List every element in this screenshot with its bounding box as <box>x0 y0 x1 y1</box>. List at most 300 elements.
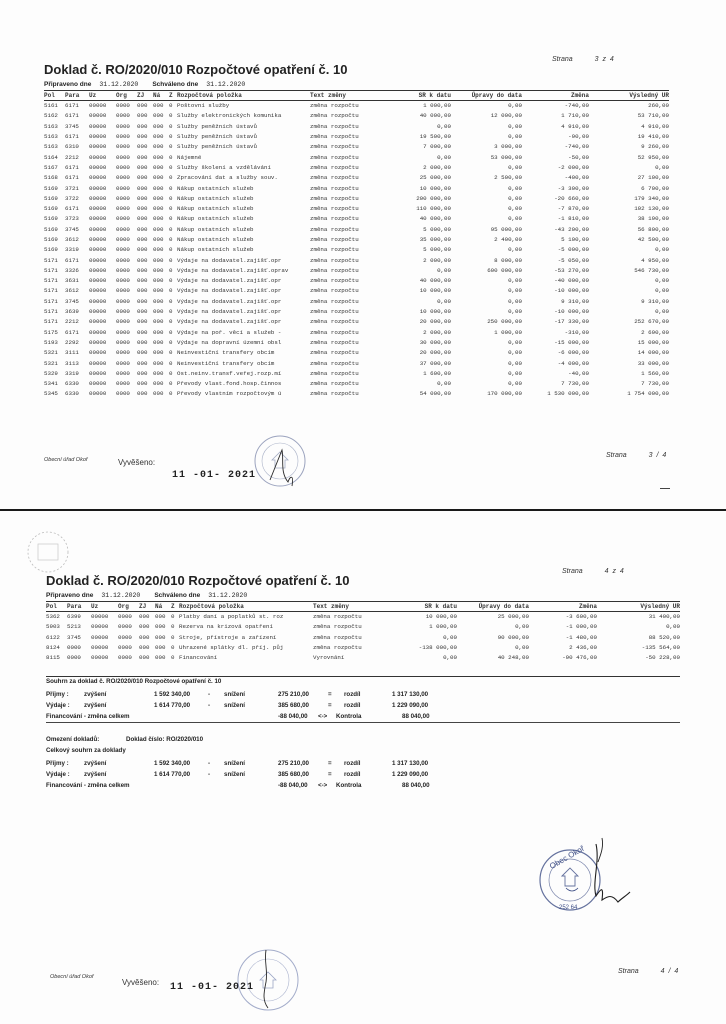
table-cell: změna rozpočtu <box>310 349 359 357</box>
table-cell: 5321 <box>44 359 58 367</box>
approved-label: Schváleno dne <box>154 592 201 599</box>
table-cell: 000 <box>153 112 164 120</box>
approved-date: 31.12.2020 <box>206 81 246 88</box>
table-cell: 000 <box>137 359 148 367</box>
table-cell: 5341 <box>44 380 58 388</box>
prijmy-snizeni-value: 275 210,00 <box>278 691 309 698</box>
table-cell: 0,00 <box>443 633 457 641</box>
column-header: Text změny <box>313 603 385 612</box>
prepared-label: Připraveno dne <box>44 81 92 88</box>
table-cell: 000 <box>137 122 148 130</box>
table-cell: 00000 <box>89 153 107 161</box>
page-number-top <box>562 568 625 575</box>
table-cell: 0000 <box>116 225 130 233</box>
table-cell: 000 <box>137 390 148 398</box>
table-cell: 000 <box>153 225 164 233</box>
document-summary <box>46 678 466 740</box>
table-cell: 000 <box>139 644 150 652</box>
table-cell: změna rozpočtu <box>310 390 359 398</box>
table-cell: 0000 <box>116 287 130 295</box>
table-row <box>44 327 669 337</box>
document-dates <box>46 592 261 599</box>
table-cell: -1 000,00 <box>565 623 597 631</box>
table-cell: 0 <box>169 308 173 316</box>
table-cell: 000 <box>153 174 164 182</box>
table-cell: 0,00 <box>437 266 451 274</box>
table-cell: 0,00 <box>655 308 669 316</box>
table-row <box>44 296 669 306</box>
table-cell: 000 <box>153 246 164 254</box>
table-cell: 0 <box>171 654 175 662</box>
table-cell: 179 340,00 <box>634 194 669 202</box>
table-cell: 260,00 <box>648 102 669 110</box>
table-cell: 20 000,00 <box>419 349 451 357</box>
table-cell: změna rozpočtu <box>310 380 359 388</box>
table-cell: 252 670,00 <box>634 318 669 326</box>
table-cell: -3 600,00 <box>565 613 597 621</box>
table-cell: 000 <box>137 143 148 151</box>
column-header: Úpravy do data <box>457 603 529 612</box>
table-row <box>44 224 669 234</box>
table-cell: změna rozpočtu <box>313 644 362 652</box>
vydaje-snizeni-value: 385 680,00 <box>278 702 309 709</box>
snizeni-label: snížení <box>224 691 245 698</box>
table-cell: 0 <box>169 174 173 182</box>
table-cell: 5171 <box>44 287 58 295</box>
table-cell: 0 <box>171 644 175 652</box>
table-row <box>44 131 669 141</box>
table-cell: 000 <box>137 287 148 295</box>
table-cell: 33 000,00 <box>637 359 669 367</box>
table-cell: 31 400,00 <box>648 613 680 621</box>
page-number-top <box>552 56 615 63</box>
table-cell: 000 <box>137 349 148 357</box>
table-cell: 0,00 <box>443 654 457 662</box>
column-header: ZJ <box>139 603 155 612</box>
table-cell: 0,00 <box>508 184 522 192</box>
table-cell: 0,00 <box>655 163 669 171</box>
table-cell: 1 754 000,00 <box>627 390 669 398</box>
table-cell: 6310 <box>65 143 79 151</box>
table-cell: 000 <box>137 328 148 336</box>
table-cell: 2 690,00 <box>641 328 669 336</box>
table-cell: 0 <box>169 349 173 357</box>
table-row <box>44 306 669 316</box>
page-label: Strana <box>618 968 639 975</box>
table-cell: 000 <box>137 225 148 233</box>
table-cell: 00000 <box>89 297 107 305</box>
vydaje-label: Výdaje : <box>46 771 70 778</box>
table-cell: -5 050,00 <box>557 256 589 264</box>
divider <box>46 676 680 677</box>
document-page-4 <box>0 512 726 1024</box>
table-cell: 3722 <box>65 194 79 202</box>
table-cell: 5 000,00 <box>423 246 451 254</box>
document-dates <box>44 81 259 88</box>
table-row <box>44 265 669 275</box>
table-cell: 3639 <box>65 308 79 316</box>
table-cell: 000 <box>153 359 164 367</box>
table-cell: 0000 <box>116 359 130 367</box>
budget-table <box>46 603 680 663</box>
dash-sign: - <box>208 760 211 767</box>
page-label: Strana <box>606 452 627 459</box>
table-cell: 110 000,00 <box>416 205 451 213</box>
table-cell: 0 <box>169 359 173 367</box>
table-cell: 10 000,00 <box>419 184 451 192</box>
column-header: Pol <box>46 603 67 612</box>
table-row <box>44 173 669 183</box>
table-cell: 2 500,00 <box>494 174 522 182</box>
table-cell: 0,00 <box>508 205 522 213</box>
table-cell: 53 000,00 <box>490 153 522 161</box>
table-cell: 5167 <box>44 163 58 171</box>
table-cell: 5161 <box>44 102 58 110</box>
page-label: Strana <box>552 56 573 63</box>
table-cell: 00000 <box>91 654 109 662</box>
table-cell: změna rozpočtu <box>310 246 359 254</box>
table-cell: 2212 <box>65 318 79 326</box>
prijmy-rozdil-value: 1 317 130,00 <box>392 691 429 698</box>
table-cell: změna rozpočtu <box>310 266 359 274</box>
table-cell: změna rozpočtu <box>313 613 362 621</box>
column-header: Výsledný UR <box>589 92 669 101</box>
table-cell: 000 <box>137 133 148 141</box>
table-cell: 00000 <box>89 163 107 171</box>
table-cell: 0,00 <box>508 297 522 305</box>
table-cell: 3319 <box>65 246 79 254</box>
summary-row-vydaje <box>46 702 466 712</box>
table-cell: změna rozpočtu <box>310 102 359 110</box>
table-cell: 5169 <box>44 205 58 213</box>
table-cell: 00000 <box>89 359 107 367</box>
table-cell: 00000 <box>89 338 107 346</box>
column-header: Text změny <box>310 92 380 101</box>
table-cell: 000 <box>153 194 164 202</box>
column-header: Výsledný UR <box>597 603 680 612</box>
snizeni-label: snížení <box>224 702 245 709</box>
table-cell: 0 <box>169 297 173 305</box>
table-cell: 5169 <box>44 194 58 202</box>
table-cell: 000 <box>155 633 166 641</box>
table-cell: 00000 <box>89 102 107 110</box>
table-cell: 000 <box>137 338 148 346</box>
table-cell: 0000 <box>116 163 130 171</box>
prijmy-label: Příjmy : <box>46 760 69 767</box>
table-cell: změna rozpočtu <box>310 236 359 243</box>
table-cell: 6171 <box>65 205 79 213</box>
table-cell: změna rozpočtu <box>310 338 359 346</box>
table-cell: 3111 <box>65 349 79 357</box>
table-cell: změna rozpočtu <box>310 122 359 130</box>
table-row <box>44 358 669 368</box>
vydaje-snizeni-value: 385 680,00 <box>278 771 309 778</box>
rozdil-label: rozdíl <box>344 691 361 698</box>
table-cell: 00000 <box>89 174 107 182</box>
table-cell: 000 <box>153 266 164 274</box>
table-cell: 000 <box>155 654 166 662</box>
table-cell: 19 500,00 <box>419 133 451 141</box>
table-cell: 000 <box>137 102 148 110</box>
table-cell: 5163 <box>44 122 58 130</box>
table-cell: -40,00 <box>568 369 589 377</box>
page-count: 3 z 4 <box>594 56 615 63</box>
table-cell: 5163 <box>44 133 58 141</box>
table-cell: 2 000,00 <box>423 256 451 264</box>
table-cell: 8 000,00 <box>494 256 522 264</box>
table-cell: 0,00 <box>508 349 522 357</box>
zvyseni-label: zvýšení <box>84 771 107 778</box>
table-cell: 25 000,00 <box>497 613 529 621</box>
table-cell: 5171 <box>44 256 58 264</box>
table-cell: 000 <box>153 318 164 326</box>
table-cell: Převody vlastním rozpočtovým ú <box>177 390 282 398</box>
official-stamp <box>530 832 640 922</box>
table-cell: 0000 <box>118 654 132 662</box>
table-cell: Nákup ostatních služeb <box>177 246 254 254</box>
column-header: Ná <box>153 92 169 101</box>
table-cell: 20 000,00 <box>419 318 451 326</box>
overall-row-prijmy <box>46 760 466 770</box>
table-cell: změna rozpočtu <box>310 256 359 264</box>
table-cell: Výdaje na dopravní územní obsl <box>177 338 282 346</box>
table-cell: 000 <box>137 184 148 192</box>
table-cell: 000 <box>153 256 164 264</box>
table-cell: 000 <box>153 338 164 346</box>
rozdil-label: rozdíl <box>344 771 361 778</box>
table-cell: 000 <box>153 297 164 305</box>
table-cell: 2 436,00 <box>569 644 597 652</box>
table-cell: 0000 <box>116 215 130 223</box>
kontrola-label: Kontrola <box>336 782 362 789</box>
footer-office: Obecní úřad Okoř <box>44 457 88 463</box>
table-cell: 0 <box>169 236 173 243</box>
table-cell: 0000 <box>116 194 130 202</box>
table-cell: 000 <box>137 205 148 213</box>
table-cell: 0000 <box>116 369 130 377</box>
table-cell: 38 190,00 <box>637 215 669 223</box>
table-cell: 56 800,00 <box>637 225 669 233</box>
table-cell: 00000 <box>89 318 107 326</box>
table-cell: 5162 <box>44 112 58 120</box>
table-cell: Poštovní služby <box>177 102 230 110</box>
table-row <box>44 234 669 244</box>
footer-office: Obecní úřad Okoř <box>50 974 94 980</box>
table-cell: 0,00 <box>508 287 522 295</box>
table-row <box>44 101 669 111</box>
prijmy-snizeni-value: 275 210,00 <box>278 760 309 767</box>
divider <box>46 722 680 723</box>
budget-table <box>44 92 669 399</box>
page-number-bottom <box>618 968 679 975</box>
table-cell: 0,00 <box>508 194 522 202</box>
table-cell: 0000 <box>116 112 130 120</box>
table-cell: 7 000,00 <box>423 143 451 151</box>
equals-sign: = <box>328 702 332 709</box>
table-cell: Platby daní a poplatků st. roz <box>179 613 284 621</box>
table-cell: Financování <box>179 654 218 662</box>
table-cell: 0 <box>169 122 173 130</box>
approved-label: Schváleno dne <box>152 81 199 88</box>
table-cell: -1 480,00 <box>565 633 597 641</box>
table-cell: 7 730,00 <box>641 380 669 388</box>
financovani-label: Financování - změna celkem <box>46 782 130 789</box>
page-label: Strana <box>562 568 583 575</box>
table-cell: změna rozpočtu <box>310 143 359 151</box>
table-cell: 000 <box>137 246 148 254</box>
table-row <box>44 286 669 296</box>
vydaje-zvyseni-value: 1 614 770,00 <box>154 702 191 709</box>
table-cell: 0,00 <box>437 122 451 130</box>
table-cell: 000 <box>153 328 164 336</box>
table-cell: 0000 <box>116 390 130 398</box>
table-cell: -138 000,00 <box>418 644 457 652</box>
column-header: SR k datu <box>385 603 457 612</box>
table-cell: 600 000,00 <box>487 266 522 274</box>
table-cell: 12 000,00 <box>490 112 522 120</box>
table-cell: -15 000,00 <box>554 338 589 346</box>
table-cell: 00000 <box>89 380 107 388</box>
table-cell: Výdaje na dodavatel.zajišť.opr <box>177 287 282 295</box>
table-cell: 0,00 <box>437 153 451 161</box>
table-cell: 0000 <box>116 122 130 130</box>
table-row <box>44 121 669 131</box>
table-cell: 170 000,00 <box>487 390 522 398</box>
table-cell: 1 000,00 <box>429 623 457 631</box>
table-cell: 6330 <box>65 380 79 388</box>
table-row <box>44 214 669 224</box>
table-cell: 000 <box>137 277 148 285</box>
prepared-label: Připraveno dne <box>46 592 94 599</box>
dash-sign: - <box>208 702 211 709</box>
table-cell: -53 270,00 <box>554 266 589 274</box>
table-cell: 000 <box>139 654 150 662</box>
table-cell: -6 000,00 <box>557 349 589 357</box>
prijmy-zvyseni-value: 1 592 340,00 <box>154 760 191 767</box>
table-cell: 0000 <box>116 338 130 346</box>
table-cell: 000 <box>153 133 164 141</box>
table-cell: 0,00 <box>655 287 669 295</box>
table-cell: 0 <box>169 369 173 377</box>
table-cell: 00000 <box>89 246 107 254</box>
table-cell: 0,00 <box>508 122 522 130</box>
table-cell: změna rozpočtu <box>310 163 359 171</box>
table-cell: 0000 <box>116 318 130 326</box>
table-cell: 5213 <box>67 623 81 631</box>
financovani-label: Financování - změna celkem <box>46 713 130 720</box>
table-cell: 00000 <box>89 215 107 223</box>
filter-label: Omezení dokladů: <box>46 736 100 743</box>
table-cell: 0000 <box>118 613 132 621</box>
table-cell: 5171 <box>44 297 58 305</box>
table-cell: 00000 <box>89 308 107 316</box>
page-count: 3 / 4 <box>648 452 668 459</box>
stamp-text-bottom: 252 64 <box>559 905 578 911</box>
table-cell: 00000 <box>89 369 107 377</box>
table-cell: 00000 <box>89 194 107 202</box>
table-cell: Služby školení a vzdělávání <box>177 163 271 171</box>
table-cell: 0,00 <box>508 215 522 223</box>
table-cell: Výdaje na poř. věcí a služeb - <box>177 328 282 336</box>
table-cell: Nákup ostatních služeb <box>177 205 254 213</box>
table-cell: 0 <box>169 277 173 285</box>
table-cell: 25 000,00 <box>419 174 451 182</box>
table-cell: Nájemné <box>177 153 202 161</box>
table-cell: 000 <box>137 236 148 243</box>
table-cell: 9 310,00 <box>641 297 669 305</box>
table-cell: -740,00 <box>564 143 589 151</box>
table-cell: 0,00 <box>515 644 529 652</box>
table-cell: 0 <box>169 163 173 171</box>
page-count: 4 / 4 <box>660 968 680 975</box>
table-cell: změna rozpočtu <box>310 297 359 305</box>
table-cell: -135 564,00 <box>641 644 680 652</box>
table-cell: 0000 <box>116 133 130 141</box>
table-cell: 000 <box>137 163 148 171</box>
table-cell: 00000 <box>89 287 107 295</box>
table-cell: Služby elektronických komunika <box>177 112 282 120</box>
table-cell: 0000 <box>116 205 130 213</box>
table-cell: 000 <box>137 318 148 326</box>
table-row <box>44 379 669 389</box>
table-cell: 000 <box>139 613 150 621</box>
table-cell: 0000 <box>116 246 130 254</box>
table-cell: 6 700,00 <box>641 184 669 192</box>
table-cell: Výdaje na dodavatel.zajišť.opr <box>177 256 282 264</box>
table-cell: změna rozpočtu <box>310 215 359 223</box>
table-cell: 5171 <box>44 318 58 326</box>
table-cell: Nákup ostatních služeb <box>177 184 254 192</box>
table-cell: 000 <box>155 623 166 631</box>
table-cell: 10 000,00 <box>419 287 451 295</box>
table-cell: 200 000,00 <box>416 194 451 202</box>
table-cell: 0 <box>169 205 173 213</box>
table-cell: -50,00 <box>568 153 589 161</box>
table-cell: 3612 <box>65 236 79 243</box>
table-row <box>44 152 669 162</box>
overall-row-vydaje <box>46 771 466 781</box>
posted-label: Vyvěšeno: <box>118 458 156 467</box>
table-cell: 00000 <box>89 256 107 264</box>
table-cell: 6171 <box>65 133 79 141</box>
column-header: Org <box>116 92 137 101</box>
table-cell: 0,00 <box>508 163 522 171</box>
table-cell: změna rozpočtu <box>310 328 359 336</box>
table-cell: 000 <box>137 297 148 305</box>
posted-date-stamp: 11 -01- 2021 <box>170 982 255 993</box>
table-cell: změna rozpočtu <box>310 174 359 182</box>
table-cell: 0 <box>169 380 173 388</box>
table-cell: 000 <box>155 644 166 652</box>
vydaje-rozdil-value: 1 229 090,00 <box>392 771 429 778</box>
table-cell: 00000 <box>89 143 107 151</box>
table-row <box>44 142 669 152</box>
column-header: Změna <box>529 603 597 612</box>
financovani-value: -88 040,00 <box>278 782 308 789</box>
table-cell: změna rozpočtu <box>310 205 359 213</box>
table-cell: 0000 <box>67 644 81 652</box>
table-cell: 000 <box>153 369 164 377</box>
prijmy-zvyseni-value: 1 592 340,00 <box>154 691 191 698</box>
table-cell: změna rozpočtu <box>313 633 362 641</box>
table-cell: 000 <box>137 369 148 377</box>
table-cell: 00000 <box>91 633 109 641</box>
table-cell: -10 000,00 <box>554 308 589 316</box>
table-cell: 37 000,00 <box>419 359 451 367</box>
table-cell: 88 520,00 <box>648 633 680 641</box>
table-cell: 5193 <box>44 338 58 346</box>
table-cell: 5169 <box>44 215 58 223</box>
